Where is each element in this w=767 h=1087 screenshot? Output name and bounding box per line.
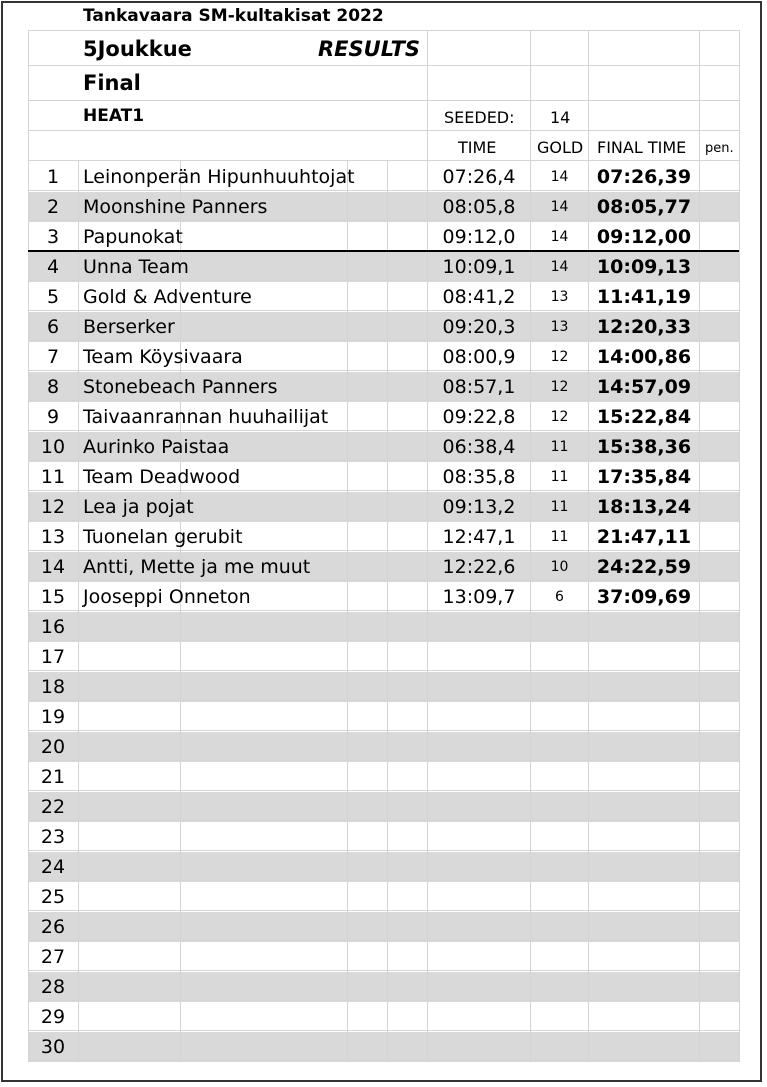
time-cell: 08:57,1 <box>442 376 516 398</box>
time-cell <box>428 612 530 642</box>
gold-cell: 12 <box>550 349 569 365</box>
final-time-cell <box>589 912 699 942</box>
gold-cell <box>531 852 588 882</box>
time-cell <box>428 822 530 852</box>
rank-cell: 24 <box>40 856 66 878</box>
header-pen: pen. <box>705 141 734 156</box>
rank-cell: 29 <box>40 1006 66 1028</box>
time-cell <box>428 882 530 912</box>
grid-vertical-line <box>78 160 79 1062</box>
final-time-cell: 14:00,86 <box>596 346 692 368</box>
gold-cell <box>531 672 588 702</box>
team-cell: Stonebeach Panners <box>83 376 278 398</box>
rank-cell: 12 <box>40 496 66 518</box>
gold-cell <box>531 942 588 972</box>
time-cell <box>428 762 530 792</box>
final-time-cell: 15:38,36 <box>596 436 692 458</box>
seeded-label: SEEDED: <box>444 108 515 127</box>
rank-cell: 1 <box>46 166 60 188</box>
results-label: RESULTS <box>318 37 421 61</box>
gold-cell: 12 <box>550 409 569 425</box>
rank-cell: 25 <box>40 886 66 908</box>
team-cell: Team Köysivaara <box>83 346 243 368</box>
time-cell <box>428 852 530 882</box>
gold-cell: 6 <box>555 589 564 605</box>
time-cell: 07:26,4 <box>442 166 516 188</box>
time-cell <box>428 1002 530 1032</box>
team-cell: Antti, Mette ja me muut <box>83 556 311 578</box>
team-cell: Team Deadwood <box>83 466 241 488</box>
time-cell: 08:41,2 <box>442 286 516 308</box>
final-time-cell: 11:41,19 <box>596 286 692 308</box>
time-cell: 08:35,8 <box>442 466 516 488</box>
round-label: Final <box>83 71 141 95</box>
rank-cell: 13 <box>40 526 66 548</box>
rank-cell: 27 <box>40 946 66 968</box>
gold-cell <box>531 702 588 732</box>
gold-cell: 11 <box>550 439 569 455</box>
rank-cell: 9 <box>46 406 60 428</box>
rank-cell: 2 <box>46 196 60 218</box>
gold-cell <box>531 1032 588 1062</box>
rank-cell: 16 <box>40 616 66 638</box>
team-cell: Berserker <box>83 316 175 338</box>
grid-horizontal-line <box>28 65 739 66</box>
rank-cell: 30 <box>40 1036 66 1058</box>
header-time: TIME <box>458 138 497 157</box>
rank-cell: 18 <box>40 676 66 698</box>
time-cell: 12:47,1 <box>442 526 516 548</box>
rank-cell: 4 <box>46 256 60 278</box>
rank-cell: 10 <box>40 436 66 458</box>
gold-cell <box>531 822 588 852</box>
gold-cell <box>531 642 588 672</box>
final-time-cell <box>589 882 699 912</box>
rank-cell: 14 <box>40 556 66 578</box>
gold-cell <box>531 792 588 822</box>
time-cell: 12:22,6 <box>442 556 516 578</box>
gold-cell: 12 <box>550 379 569 395</box>
final-time-cell <box>589 792 699 822</box>
grid-vertical-line <box>387 160 388 1062</box>
final-time-cell <box>589 972 699 1002</box>
gold-cell: 14 <box>550 259 569 275</box>
time-cell: 09:13,2 <box>442 496 516 518</box>
team-cell: Aurinko Paistaa <box>83 436 230 458</box>
gold-cell: 11 <box>550 469 569 485</box>
final-time-cell: 21:47,11 <box>596 526 692 548</box>
grid-horizontal-line <box>28 160 739 161</box>
final-time-cell: 08:05,77 <box>596 196 692 218</box>
time-cell <box>428 972 530 1002</box>
time-cell <box>428 702 530 732</box>
gold-cell <box>531 972 588 1002</box>
final-time-cell <box>589 822 699 852</box>
rank-cell: 22 <box>40 796 66 818</box>
time-cell <box>428 792 530 822</box>
time-cell: 06:38,4 <box>442 436 516 458</box>
gold-cell <box>531 732 588 762</box>
gold-cell: 11 <box>550 529 569 545</box>
final-time-cell <box>589 732 699 762</box>
gold-cell: 14 <box>550 229 569 245</box>
final-time-cell <box>589 672 699 702</box>
rank-cell: 17 <box>40 646 66 668</box>
team-cell: Moonshine Panners <box>83 196 268 218</box>
rank-cell: 26 <box>40 916 66 938</box>
gold-cell: 11 <box>550 499 569 515</box>
team-cell: Leinonperän Hipunhuuhtojat <box>83 166 355 188</box>
time-cell: 09:20,3 <box>442 316 516 338</box>
gold-cell: 10 <box>550 559 569 575</box>
team-cell: Taivaanrannan huuhailijat <box>83 406 329 428</box>
rank-cell: 7 <box>46 346 60 368</box>
gold-cell: 13 <box>550 319 569 335</box>
rank-cell: 19 <box>40 706 66 728</box>
grid-horizontal-line <box>28 130 739 131</box>
rank-cell: 6 <box>46 316 60 338</box>
team-cell: Tuonelan gerubit <box>83 526 243 548</box>
grid-horizontal-line <box>28 100 739 101</box>
final-time-cell <box>589 942 699 972</box>
final-time-cell: 24:22,59 <box>596 556 692 578</box>
final-time-cell: 14:57,09 <box>596 376 692 398</box>
final-time-cell: 10:09,13 <box>596 256 692 278</box>
time-cell: 10:09,1 <box>442 256 516 278</box>
rank-cell: 15 <box>40 586 66 608</box>
gold-cell <box>531 1002 588 1032</box>
grid-vertical-line <box>739 30 740 1062</box>
rank-cell: 5 <box>46 286 60 308</box>
time-cell: 08:00,9 <box>442 346 516 368</box>
header-final-time: FINAL TIME <box>597 138 687 157</box>
sheet-title: Tankavaara SM-kultakisat 2022 <box>83 6 384 26</box>
time-cell: 08:05,8 <box>442 196 516 218</box>
final-time-cell: 12:20,33 <box>596 316 692 338</box>
time-cell: 09:12,0 <box>442 226 516 248</box>
seeded-value: 14 <box>550 108 571 127</box>
rank-cell: 28 <box>40 976 66 998</box>
gold-cell <box>531 912 588 942</box>
team-cell: Papunokat <box>83 226 183 248</box>
final-time-cell: 37:09,69 <box>596 586 692 608</box>
rank-cell: 20 <box>40 736 66 758</box>
team-cell: Unna Team <box>83 256 189 278</box>
final-time-cell: 17:35,84 <box>596 466 692 488</box>
team-cell: Lea ja pojat <box>83 496 194 518</box>
team-cell: Jooseppi Onneton <box>83 586 251 608</box>
final-time-cell: 15:22,84 <box>596 406 692 428</box>
gold-cell: 13 <box>550 289 569 305</box>
grid-vertical-line <box>347 160 348 1062</box>
final-time-cell <box>589 702 699 732</box>
rank-cell: 3 <box>46 226 60 248</box>
gold-cell <box>531 762 588 792</box>
gold-cell: 14 <box>550 169 569 185</box>
event-name: 5Joukkue <box>83 37 192 61</box>
rank-cell: 23 <box>40 826 66 848</box>
time-cell <box>428 642 530 672</box>
gold-cell: 14 <box>550 199 569 215</box>
team-cell: Gold & Adventure <box>83 286 252 308</box>
time-cell: 13:09,7 <box>442 586 516 608</box>
rank-cell: 8 <box>46 376 60 398</box>
final-time-cell <box>589 612 699 642</box>
heat-label: HEAT1 <box>83 106 145 126</box>
rank-cell: 21 <box>40 766 66 788</box>
time-cell <box>428 732 530 762</box>
final-time-cell: 09:12,00 <box>596 226 692 248</box>
rank-cell: 11 <box>40 466 66 488</box>
grid-horizontal-line <box>28 30 739 31</box>
time-cell <box>428 1032 530 1062</box>
grid-vertical-line <box>699 30 700 1062</box>
gold-cell <box>531 882 588 912</box>
final-time-cell: 18:13,24 <box>596 496 692 518</box>
final-time-cell <box>589 1002 699 1032</box>
time-cell <box>428 942 530 972</box>
time-cell <box>428 912 530 942</box>
header-gold: GOLD <box>537 138 584 157</box>
final-time-cell: 07:26,39 <box>596 166 692 188</box>
final-time-cell <box>589 1032 699 1062</box>
time-cell <box>428 672 530 702</box>
final-time-cell <box>589 852 699 882</box>
final-time-cell <box>589 642 699 672</box>
gold-cell <box>531 612 588 642</box>
time-cell: 09:22,8 <box>442 406 516 428</box>
final-time-cell <box>589 762 699 792</box>
